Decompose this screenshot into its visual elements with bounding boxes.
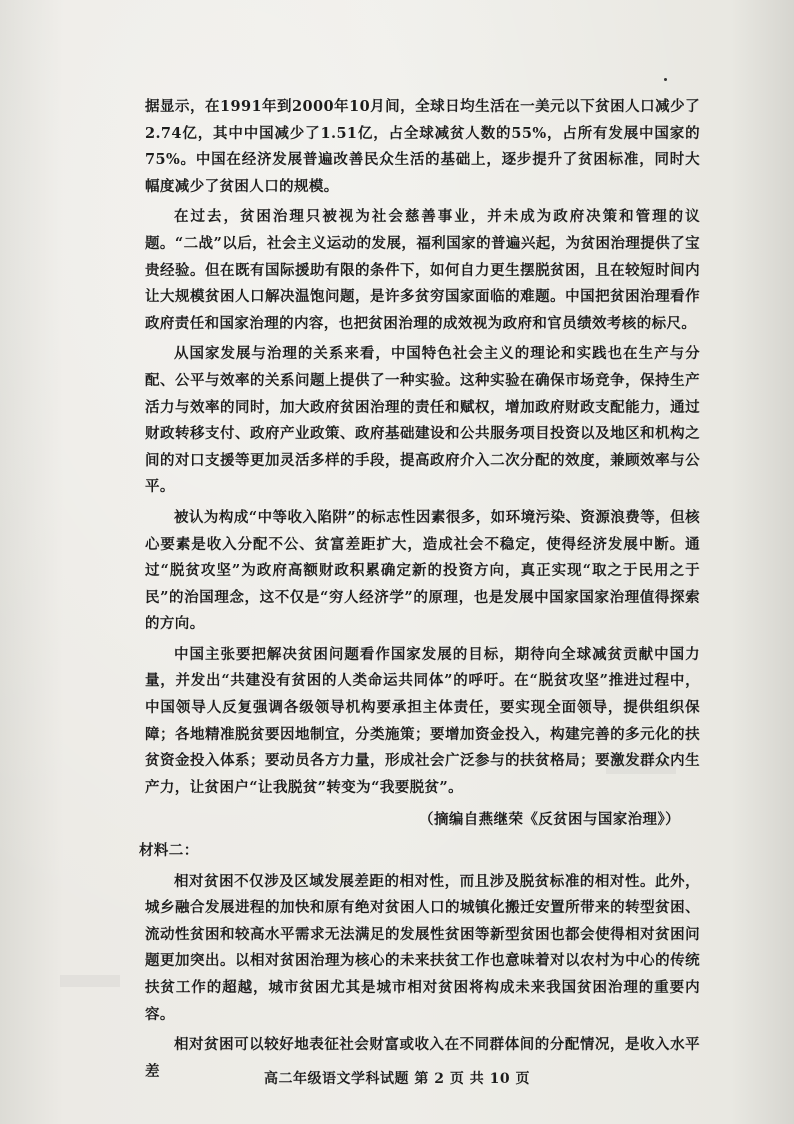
source-citation: （摘编自燕继荣《反贫困与国家治理》）	[419, 811, 680, 829]
material-two-paragraph-2: 相对贫困可以较好地表征社会财富或收入在不同群体间的分配情况，是收入水平差	[145, 1036, 700, 1080]
paragraph-2: 在过去，贫困治理只被视为社会慈善事业，并未成为政府决策和管理的议题。“二战”以后，社会主义运动的发展，福利国家的普遍兴起，为贫困治理提供了宝贵经验。但在既有国际援助有限的条件下，如何自力更生摆脱贫困，且在较短时间内让大规模贫困人口解决温饱问题，是许多贫穷国家面临的难题。中国把贫困治理看作政府责任和国家治理的内容，也把贫困治理的成效视为政府和官员绩效考核的标尺。	[145, 208, 700, 332]
paragraph-3: 从国家发展与治理的关系来看，中国特色社会主义的理论和实践也在生产与分配、公平与效率的关系问题上提供了一种实验。这种实验在确保市场竞争，保持生产活力与效率的同时，加大政府贫困治理的责任和赋权，增加政府财政支配能力，通过财政转移支付、政府产业政策、政府基础建设和公共服务项目投资以及地区和机构之间的对口支援等更加灵活多样的手段，提高政府介入二次分配的效度，兼顾效率与公平。	[145, 345, 700, 496]
paragraph-5: 中国主张要把解决贫困问题看作国家发展的目标，期待向全球减贫贡献中国力量，并发出“共建没有贫困的人类命运共同体”的呼吁。在“脱贫攻坚”推进过程中，中国领导人反复强调各级领导机构要承担主体责任，要实现全面领导，提供组织保障；各地精准脱贫要因地制宜，分类施策；要增加资金投入，构建完善的多元化的扶贫资金投入体系；要动员各方力量，形成社会广泛参与的扶贫格局；要激发群众内生产力，让贫困户“让我脱贫”转变为“我要脱贫”。	[145, 645, 700, 796]
section-heading-material-two: 材料二：	[139, 842, 199, 860]
page-footer: 高二年级语文学科试题 第 2 页 共 10 页	[264, 1071, 530, 1087]
passage-material-one	[139, 94, 700, 1085]
paragraph-4: 被认为构成“中等收入陷阱”的标志性因素很多，如环境污染、资源浪费等，但核心要素是收入分配不公、贫富差距扩大，造成社会不稳定，使得经济发展中断。通过“脱贫攻坚”为政府高额财政积累确定新的投资方向，真正实现“取之于民用之于民”的治国理念，这不仅是“穷人经济学”的原理，也是发展中国家国家治理值得探索的方向。	[145, 508, 700, 633]
paragraph-1: 据显示，在1991年到2000年10月间，全球日均生活在一美元以下贫困人口减少了2.74亿，其中中国减少了1.51亿，占全球减贫人数的55%，占所有发展中国家的75%。中国在经济发展普遍改善民众生活的基础上，逐步提升了贫困标准，同时大幅度减少了贫困人口的规模。	[145, 98, 700, 195]
material-two-paragraph-1: 相对贫困不仅涉及区域发展差距的相对性，而且涉及脱贫标准的相对性。此外，城乡融合发展进程的加快和原有绝对贫困人口的城镇化搬迁安置所带来的转型贫困、流动性贫困和较高水平需求无法满足的发展性贫困等新型贫困也都会使得相对贫困问题更加突出。以相对贫困治理为核心的未来扶贫工作也意味着对以农村为中心的传统扶贫工作的超越，城市贫困尤其是城市相对贫困将构成未来我国贫困治理的重要内容。	[145, 872, 700, 1023]
scan-speck	[664, 78, 667, 81]
bleed-through-mark	[60, 975, 120, 987]
